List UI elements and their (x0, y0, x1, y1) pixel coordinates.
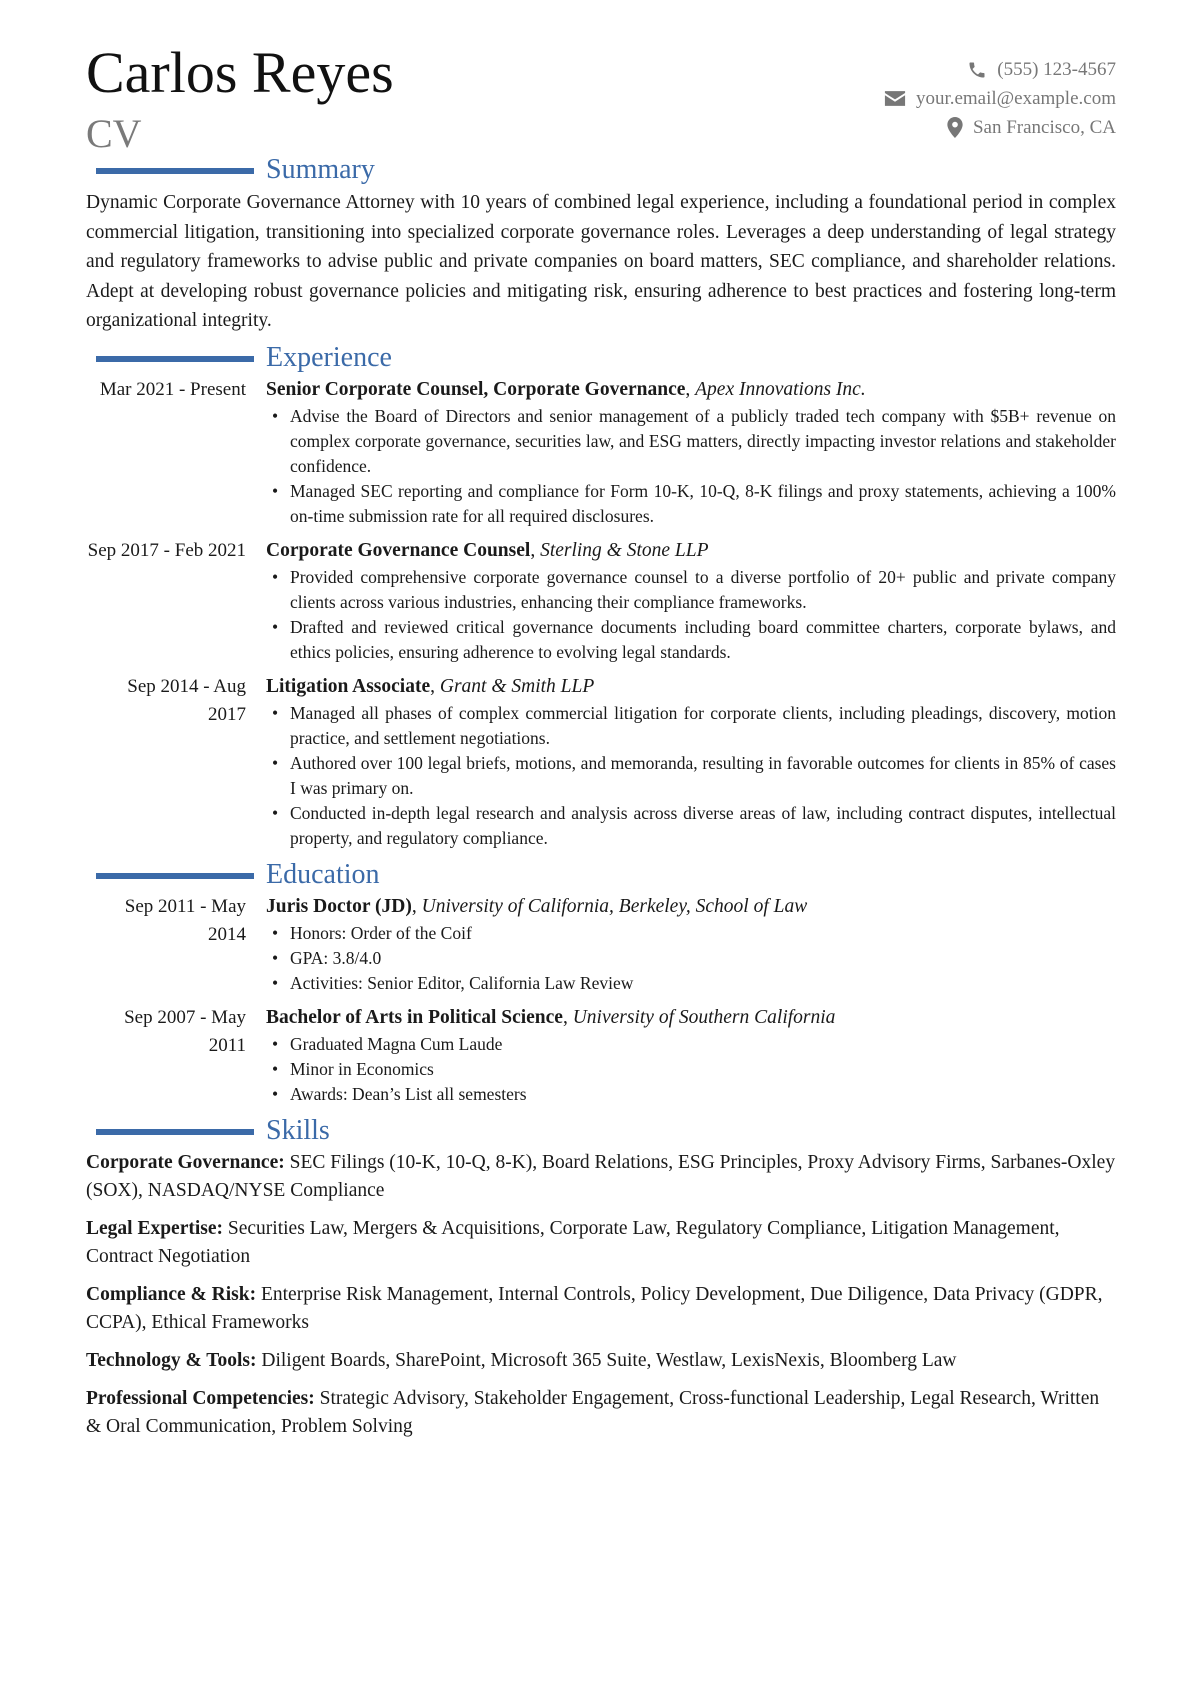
section-title-summary: Summary (266, 154, 375, 185)
list-item: • Managed SEC reporting and compliance for Form 10-K, 10-Q, 8-K filings and proxy statements, achieving a 100% on-time submission rate for all required disclosures. (290, 479, 1116, 529)
section-accent-bar (96, 873, 254, 879)
section-title-experience: Experience (266, 341, 392, 373)
experience-entry (86, 537, 1116, 665)
location-text: San Francisco, CA (972, 117, 1116, 138)
list-item: • Drafted and reviewed critical governance documents including board committee charters, corporate bylaws, and ethics policies, ensuring adherence to evolving legal standards. (290, 615, 1116, 665)
section-skills-header (86, 1115, 1116, 1149)
email-link[interactable]: your.email@example.com (915, 88, 1116, 109)
entry-school: University of Southern California (572, 1006, 836, 1028)
entry-heading: Bachelor of Arts in Political Science, University of Southern California (266, 1006, 836, 1028)
section-accent-bar (96, 356, 254, 362)
skill-group (86, 1281, 1116, 1337)
cv-page (86, 0, 1116, 1683)
entry-heading: Senior Corporate Counsel, Corporate Governance, Apex Innovations Inc. (266, 378, 866, 400)
document-subtitle: CV (86, 111, 142, 156)
skill-category: Corporate Governance: (86, 1151, 285, 1173)
list-item: • Conducted in-depth legal research and analysis across diverse areas of law, including contract disputes, intellectual property, and regulatory compliance. (290, 801, 1116, 851)
entry-date: Sep 2007 - May 2011 (124, 1006, 246, 1056)
phone-text: (555) 123-4567 (997, 59, 1116, 80)
summary-text: Dynamic Corporate Governance Attorney with 10 years of combined legal experience, including a foundational period in complex commercial litigation, transitioning into specialized corporate governance roles. Leverages a deep understanding of legal strategy and regulatory frameworks to advise public and private companies on board matters, SEC compliance, and shareholder relations. Adept at developing robust governance policies and mitigating risk, ensuring adherence to best practices and fostering long-term organizational integrity. (86, 192, 1116, 331)
entry-org: Sterling & Stone LLP (540, 539, 709, 561)
entry-bullets (266, 701, 1116, 851)
phone-icon (967, 60, 987, 80)
entry-degree: Bachelor of Arts in Political Science (266, 1006, 563, 1028)
skill-category: Technology & Tools: (86, 1349, 257, 1371)
experience-entry (86, 673, 1116, 851)
skill-category: Legal Expertise: (86, 1217, 224, 1239)
skill-group (86, 1347, 1116, 1375)
entry-role: Litigation Associate (266, 675, 431, 697)
entry-bullets (266, 404, 1116, 529)
contact-location (884, 113, 1116, 142)
map-pin-icon (947, 117, 963, 138)
skill-items: SEC Filings (10-K, 10-Q, 8-K), Board Relations, ESG Principles, Proxy Advisory Firms, Sarbanes-Oxley (SOX), NASDAQ/NYSE Compliance (86, 1151, 1116, 1201)
education-entry (86, 1004, 1116, 1107)
section-experience-header (86, 342, 1116, 376)
contact-phone (884, 55, 1116, 84)
section-summary-header (86, 154, 1116, 188)
entry-heading: Corporate Governance Counsel, Sterling & Stone LLP (266, 539, 709, 561)
section-accent-bar (96, 1129, 254, 1135)
candidate-name: Carlos Reyes (86, 40, 394, 105)
entry-heading: Litigation Associate, Grant & Smith LLP (266, 675, 595, 697)
entry-degree: Juris Doctor (JD) (266, 895, 412, 917)
list-item: • Managed all phases of complex commercial litigation for corporate clients, including pleadings, discovery, motion practice, and settlement negotiations. (290, 701, 1116, 751)
contact-block (884, 55, 1116, 142)
experience-entry (86, 376, 1116, 529)
section-accent-bar (96, 168, 254, 174)
skill-group (86, 1385, 1116, 1441)
skill-items: Strategic Advisory, Stakeholder Engagement, Cross-functional Leadership, Legal Research, Written & Oral Communication, Problem Solving (86, 1387, 1100, 1437)
entry-org: Apex Innovations Inc. (695, 378, 866, 400)
entry-bullets (266, 921, 1116, 996)
entry-role: Senior Corporate Counsel, Corporate Governance (266, 378, 686, 400)
list-item: • GPA: 3.8/4.0 (290, 946, 1116, 971)
skill-group (86, 1215, 1116, 1271)
entry-date: Sep 2014 - Aug 2017 (127, 675, 246, 725)
list-item: • Activities: Senior Editor, California Law Review (290, 971, 1116, 996)
entry-heading: Juris Doctor (JD), University of California, Berkeley, School of Law (266, 895, 808, 917)
entry-date: Sep 2017 - Feb 2021 (87, 539, 246, 561)
entry-bullets (266, 565, 1116, 665)
entry-role: Corporate Governance Counsel (266, 539, 531, 561)
skill-group (86, 1149, 1116, 1205)
list-item: • Advise the Board of Directors and senior management of a publicly traded tech company with $5B+ revenue on complex corporate governance, securities law, and ESG matters, directly impacting investor relations and stakeholder confidence. (290, 404, 1116, 479)
entry-date: Mar 2021 - Present (99, 378, 246, 400)
skill-category: Professional Competencies: (86, 1387, 315, 1409)
skill-items: Securities Law, Mergers & Acquisitions, Corporate Law, Regulatory Compliance, Litigation Management, Contract Negotiation (86, 1217, 1060, 1267)
list-item: • Awards: Dean’s List all semesters (290, 1082, 1116, 1107)
entry-bullets (266, 1032, 1116, 1107)
section-title-education: Education (266, 858, 380, 890)
list-item: • Authored over 100 legal briefs, motions, and memoranda, resulting in favorable outcomes for clients in 85% of cases I was primary on. (290, 751, 1116, 801)
entry-org: Grant & Smith LLP (439, 675, 595, 697)
list-item: • Minor in Economics (290, 1057, 1116, 1082)
section-education-header (86, 859, 1116, 893)
skill-category: Compliance & Risk: (86, 1283, 257, 1305)
section-title-skills: Skills (266, 1114, 330, 1146)
list-item: • Honors: Order of the Coif (290, 921, 1116, 946)
entry-school: University of California, Berkeley, School of Law (421, 895, 808, 917)
contact-email (884, 84, 1116, 113)
education-entry (86, 893, 1116, 996)
skill-items: Diligent Boards, SharePoint, Microsoft 365 Suite, Westlaw, LexisNexis, Bloomberg Law (261, 1349, 957, 1371)
skill-items: Enterprise Risk Management, Internal Controls, Policy Development, Due Diligence, Data Privacy (GDPR, CCPA), Ethical Frameworks (86, 1283, 1103, 1333)
list-item: • Graduated Magna Cum Laude (290, 1032, 1116, 1057)
cv-content (86, 154, 1116, 1451)
list-item: • Provided comprehensive corporate governance counsel to a diverse portfolio of 20+ public and private company clients across various industries, enhancing their compliance frameworks. (290, 565, 1116, 615)
entry-date: Sep 2011 - May 2014 (124, 895, 246, 945)
envelope-icon (884, 90, 906, 107)
